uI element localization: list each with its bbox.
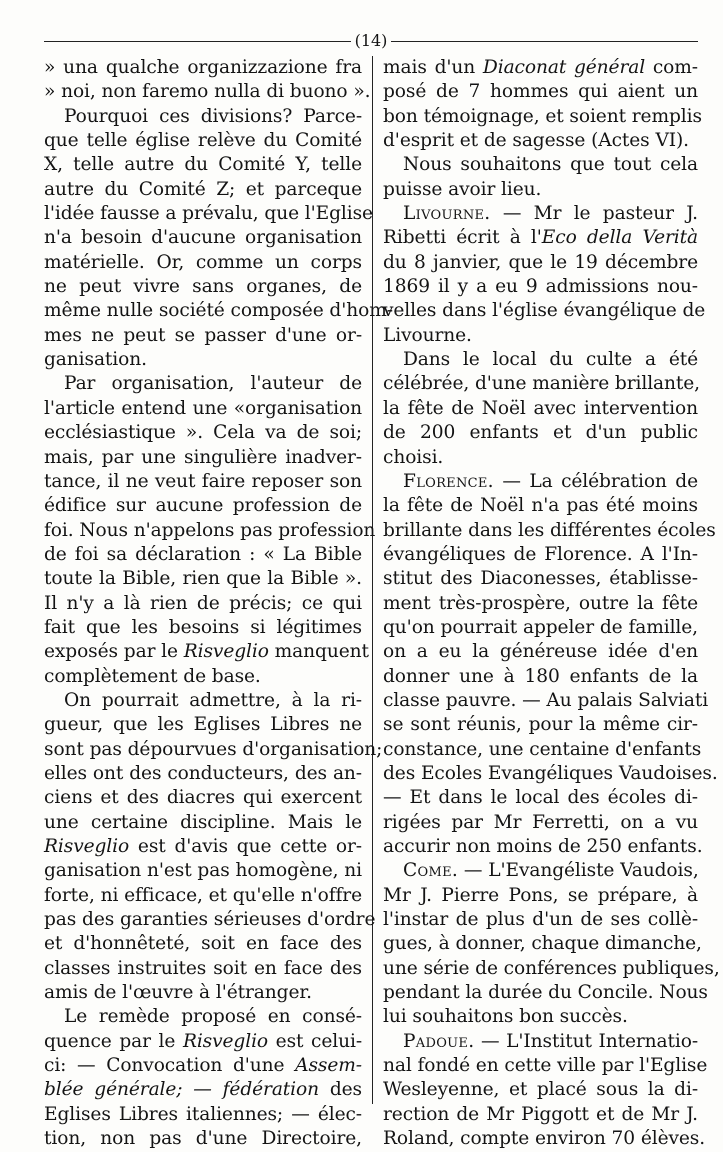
text-segment: lui souhaitons bon succès. — [383, 1006, 628, 1028]
text-line — [44, 421, 362, 445]
text-segment: nal fondé en cette ville par l'Eglise — [383, 1055, 708, 1077]
text-line — [44, 129, 362, 153]
text-segment: ci: — Convocation d'une — [44, 1055, 296, 1077]
text-line — [383, 957, 720, 981]
text-line — [383, 665, 698, 689]
text-segment: X, telle autre du Comité Y, telle — [44, 154, 362, 176]
text-segment: ecclésiastique ». Cela va de soi; — [44, 422, 362, 444]
text-line — [44, 884, 362, 908]
text-line — [44, 811, 362, 835]
italic-text: Eco della Verità — [541, 227, 699, 249]
text-segment: n'a besoin d'aucune organisation — [44, 227, 362, 249]
text-line — [44, 372, 362, 396]
text-line — [44, 56, 362, 80]
text-line — [383, 494, 698, 518]
text-segment: ganisation. — [44, 349, 147, 371]
place-heading: Florence. — [403, 470, 494, 492]
italic-text: Risveglio — [183, 641, 269, 663]
text-line — [383, 713, 698, 737]
text-segment: est d'avis que cette or- — [129, 836, 362, 857]
text-line — [383, 446, 698, 470]
header-rule-left — [44, 41, 351, 42]
text-line — [44, 859, 362, 883]
text-segment: quence par le — [44, 1030, 183, 1052]
text-line — [44, 835, 362, 859]
text-segment: qu'on pourrait appeler de famille, — [383, 616, 698, 638]
text-line — [383, 689, 709, 713]
text-line — [383, 178, 698, 202]
text-line — [44, 446, 362, 470]
text-line — [44, 957, 362, 981]
text-segment: donner une à 180 enfants de la — [383, 665, 698, 687]
text-segment: » noi, non faremo nulla di buono ». — [44, 81, 371, 103]
text-segment: évangéliques de Florence. A l'In- — [383, 543, 698, 565]
text-line — [44, 105, 362, 129]
text-segment: que telle église relève du Comité — [44, 130, 362, 152]
text-segment: choisi. — [383, 446, 444, 468]
text-segment: gues, à donner, chaque dimanche, — [383, 933, 702, 955]
text-line — [44, 470, 362, 494]
text-segment: classes instruites soit en face des — [44, 957, 362, 979]
text-line — [44, 738, 383, 762]
text-segment: rection de Mr Piggott et de Mr J. — [383, 1103, 698, 1125]
text-line — [383, 543, 698, 567]
text-segment: une certaine discipline. Mais le — [44, 811, 362, 833]
text-line — [383, 251, 698, 275]
text-line — [383, 275, 698, 299]
text-line — [383, 324, 698, 348]
text-segment: » una qualche organizzazione fra — [44, 57, 362, 78]
text-segment: ment très-prospère, outre la fête — [383, 592, 698, 614]
text-line — [383, 762, 718, 786]
place-heading: Padoue. — [403, 1030, 475, 1052]
text-line — [44, 1103, 362, 1127]
text-line — [44, 494, 362, 518]
text-segment: la fête de Noël n'a pas été moins — [383, 495, 698, 517]
text-line — [44, 1078, 362, 1102]
text-line — [44, 324, 362, 348]
text-segment: foi. Nous n'appelons pas profession — [44, 519, 376, 541]
text-line — [44, 665, 362, 689]
text-line — [44, 80, 371, 104]
text-line — [44, 567, 362, 591]
text-line — [44, 786, 362, 810]
text-segment: classe pauvre. — Au palais Salviati — [383, 689, 709, 711]
text-segment: mais d'un — [383, 57, 483, 78]
text-segment: exposés par le — [44, 641, 184, 663]
text-line — [383, 835, 703, 859]
text-line — [383, 738, 702, 762]
text-line — [383, 348, 698, 372]
text-line — [383, 470, 698, 494]
italic-text: Diaconat général — [482, 57, 646, 78]
text-segment: sont pas dépourvues d'organisation; — [44, 738, 383, 760]
page-header — [44, 30, 698, 52]
text-line — [44, 299, 393, 323]
text-segment: du 8 janvier, que le 19 décembre — [383, 251, 698, 273]
text-line — [383, 1030, 698, 1054]
text-segment: l'instar de plus d'un de ses collè- — [383, 909, 698, 931]
text-segment: elles ont des conducteurs, des an- — [44, 762, 362, 784]
text-segment: amis de l'œuvre à l'étranger. — [44, 982, 312, 1004]
text-line — [383, 56, 698, 80]
text-segment: gueur, que les Eglises Libres ne — [44, 714, 362, 736]
text-line — [383, 859, 698, 883]
text-line — [44, 1127, 362, 1151]
text-segment: Livourne. — [383, 324, 472, 346]
text-line — [44, 348, 362, 372]
text-segment: Wesleyenne, et placé sous la di- — [383, 1079, 698, 1101]
text-line — [44, 616, 362, 640]
text-line — [383, 372, 698, 396]
text-line — [44, 251, 362, 275]
text-segment: pas des garanties sérieuses d'ordre — [44, 909, 376, 931]
text-segment: brillante dans les différentes écoles — [383, 519, 716, 541]
text-segment: Mr J. Pierre Pons, se prépare, à — [383, 884, 698, 906]
text-segment: Nous souhaitons que tout cela — [403, 154, 698, 176]
text-segment: Eglises Libres italiennes; — élec- — [44, 1103, 362, 1125]
text-segment: mes ne peut se passer d'une or- — [44, 324, 362, 346]
text-segment: d'esprit et de sagesse (Actes VI). — [383, 130, 689, 152]
text-segment: autre du Comité Z; et parceque — [44, 178, 362, 200]
text-line — [383, 153, 698, 177]
text-segment: on a eu la généreuse idée d'en — [383, 641, 698, 663]
text-line — [44, 713, 362, 737]
text-segment: mais, par une singulière inadver- — [44, 446, 362, 468]
text-line — [383, 567, 698, 591]
text-line — [44, 1054, 362, 1078]
text-segment: de foi sa déclaration : « La Bible — [44, 543, 362, 565]
text-segment: Il n'y a là rien de précis; ce qui — [44, 592, 362, 614]
text-segment: velles dans l'église évangélique de — [383, 300, 706, 322]
text-line — [383, 932, 702, 956]
text-segment: l'idée fausse a prévalu, que l'Eglise — [44, 203, 373, 225]
text-segment: ne peut vivre sans organes, de — [44, 276, 362, 298]
text-segment: — Et dans le local des écoles di- — [383, 787, 698, 809]
text-segment: toute la Bible, rien que la Bible ». — [44, 568, 362, 590]
header-rule-right — [391, 41, 698, 42]
text-line — [383, 981, 708, 1005]
italic-text: blée générale; — fédération — [44, 1079, 319, 1101]
text-segment: posé de 7 hommes qui aient un — [383, 81, 698, 103]
place-heading: Livourne. — [403, 203, 491, 225]
text-line — [383, 519, 716, 543]
text-line — [383, 908, 698, 932]
text-segment: Roland, compte environ 70 élèves. — [383, 1128, 706, 1150]
text-line — [383, 1054, 708, 1078]
italic-text: Assem- — [295, 1055, 362, 1077]
text-segment: l'article entend une «organisation — [44, 397, 362, 419]
text-segment: com- — [645, 57, 698, 78]
text-segment: Le remède proposé en consé- — [64, 1006, 362, 1028]
text-line — [383, 1127, 706, 1151]
text-segment: fait que les besoins si légitimes — [44, 616, 362, 638]
page-number: (14) — [354, 31, 388, 50]
text-segment: — Mr le pasteur J. — [490, 203, 698, 225]
text-line — [383, 299, 706, 323]
text-line — [44, 932, 362, 956]
text-line — [383, 397, 698, 421]
text-segment: la fête de Noël avec intervention — [383, 397, 698, 419]
text-segment: stitut des Diaconesses, établisse- — [383, 568, 698, 590]
text-line — [383, 105, 702, 129]
text-line — [383, 129, 698, 153]
text-segment: Par organisation, l'auteur de — [64, 373, 362, 395]
text-segment: Ribetti écrit à l' — [383, 227, 542, 249]
left-column — [44, 56, 393, 1150]
text-segment: ciens et des diacres qui exercent — [44, 787, 362, 809]
text-segment: accurir non moins de 250 enfants. — [383, 836, 703, 857]
text-line — [383, 592, 698, 616]
text-segment: forte, ni efficace, et qu'elle n'offre — [44, 884, 362, 906]
text-segment: puisse avoir lieu. — [383, 178, 542, 200]
text-line — [44, 908, 376, 932]
text-segment: manquent — [268, 641, 369, 663]
text-segment: — L'Institut Internatio- — [474, 1030, 698, 1052]
text-line — [44, 519, 376, 543]
text-segment: pendant la durée du Concile. Nous — [383, 982, 708, 1004]
text-line — [44, 226, 362, 250]
text-segment: Dans le local du culte a été — [403, 349, 698, 371]
text-line — [44, 397, 362, 421]
text-line — [383, 80, 698, 104]
text-segment: édifice sur aucune profession de — [44, 495, 362, 517]
text-line — [44, 689, 362, 713]
text-segment: tion, non pas d'une Directoire, — [44, 1128, 362, 1150]
italic-text: Risveglio — [182, 1030, 269, 1052]
text-line — [44, 178, 362, 202]
text-segment: rigées par Mr Ferretti, on a vu — [383, 811, 698, 833]
place-heading: Come. — [403, 860, 459, 882]
text-segment: On pourrait admettre, à la ri- — [64, 689, 362, 711]
text-segment: célébrée, d'une manière brillante, — [383, 373, 700, 395]
text-segment: constance, une centaine d'enfants — [383, 738, 702, 760]
text-segment: complètement de base. — [44, 665, 261, 687]
text-segment: tance, il ne veut faire reposer son — [44, 470, 362, 492]
text-line — [44, 640, 369, 664]
text-segment: des — [319, 1079, 362, 1101]
text-line — [383, 226, 698, 250]
text-line — [44, 1030, 362, 1054]
right-column — [383, 56, 720, 1150]
text-line — [383, 786, 698, 810]
text-line — [383, 1078, 698, 1102]
text-segment: 1869 il y a eu 9 admissions nou- — [383, 276, 698, 298]
text-segment: ganisation n'est pas homogène, ni — [44, 860, 362, 882]
text-line — [383, 884, 698, 908]
text-line — [44, 275, 362, 299]
text-line — [383, 1103, 698, 1127]
text-segment: — La célébration de — [493, 470, 698, 492]
text-line — [44, 592, 362, 616]
text-line — [44, 981, 362, 1005]
text-segment: se sont réunis, pour la même cir- — [383, 714, 698, 736]
text-line — [383, 202, 698, 226]
text-line — [383, 616, 698, 640]
text-line — [383, 421, 698, 445]
text-segment: des Ecoles Evangéliques Vaudoises. — [383, 762, 718, 784]
italic-text: Risveglio — [44, 836, 130, 857]
text-line — [383, 811, 698, 835]
text-line — [383, 640, 698, 664]
text-segment: même nulle société composée d'hom- — [44, 300, 393, 322]
text-segment: une série de conférences publiques, — [383, 957, 720, 979]
text-segment: et d'honnêteté, soit en face des — [44, 933, 362, 955]
text-line — [44, 153, 362, 177]
text-line — [383, 1005, 698, 1029]
text-line — [44, 202, 373, 226]
text-segment: — L'Evangéliste Vaudois, — [458, 860, 699, 882]
text-segment: matérielle. Or, comme un corps — [44, 251, 362, 273]
text-segment: est celui- — [268, 1030, 363, 1052]
text-line — [44, 1005, 362, 1029]
text-segment: Pourquoi ces divisions? Parce- — [64, 105, 362, 127]
text-segment: de 200 enfants et d'un public — [383, 422, 698, 444]
text-line — [44, 543, 362, 567]
text-line — [44, 762, 362, 786]
text-segment: bon témoignage, et soient remplis — [383, 105, 702, 127]
